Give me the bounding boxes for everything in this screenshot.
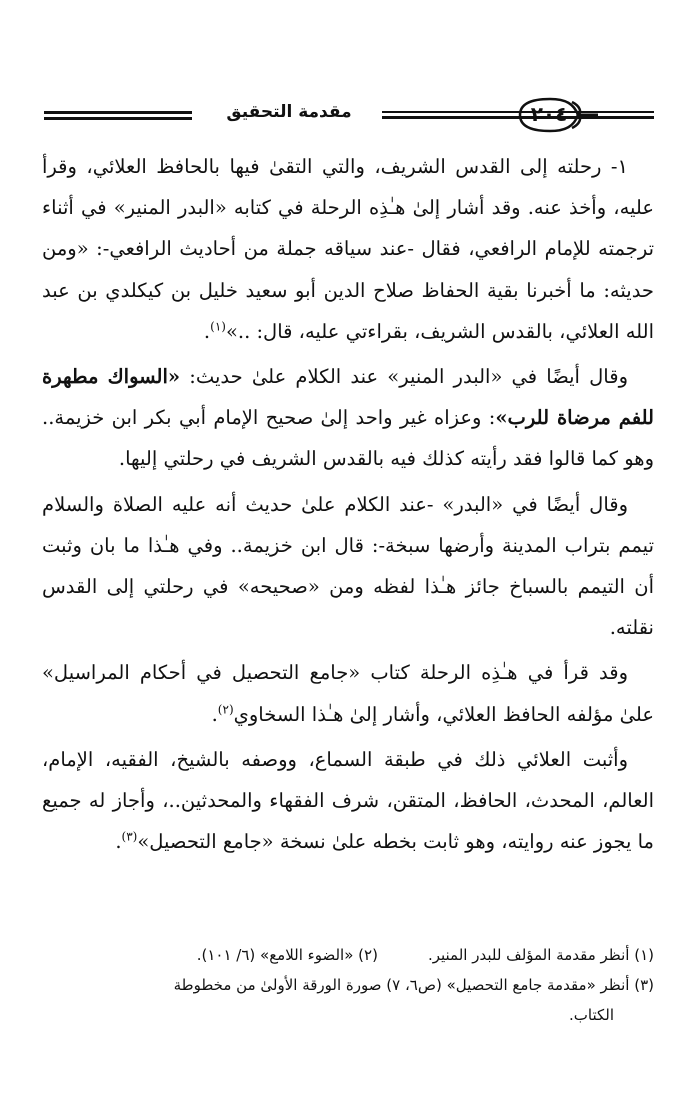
paragraph-2: [42, 356, 654, 480]
p2-line3: بكر ابن خزيمة.. وهو كما قالوا فقد رأيته كذلك فيه بالقدس الشريف: [42, 406, 654, 471]
p2-line1: وقال أيضًا في «البدر المنير» عند الكلام علىٰ حديث:: [180, 365, 628, 389]
main-text: [42, 146, 654, 862]
p5-line3: والمحدثين..، وأجاز له جميع ما يجوز عنه روايته، وهو ثابت بخطه: [42, 789, 654, 854]
p1-line1: ١- رحلته إلى القدس الشريف، والتي التقىٰ فيها بالحافظ العلائي،: [86, 155, 628, 178]
footnotes: [42, 940, 654, 1030]
footnote-3: [42, 970, 654, 1030]
p5-line1: وأثبت العلائي ذلك في طبقة السماع، ووصفه بالشيخ، الفقيه،: [104, 747, 628, 771]
p2-line2-rest: : وعزاه غير واحد إلىٰ صحيح الإمام أبي: [178, 406, 496, 430]
p4-line1: وقد قرأ في هـٰذِه الرحلة كتاب «جامع التحصيل في أحكام: [139, 661, 628, 685]
paragraph-3: [42, 484, 654, 649]
footnotes-row-1: [42, 940, 654, 970]
p1-line6: بقراءتي عليه، قال: ..»: [225, 319, 408, 343]
paragraph-5: [42, 739, 654, 863]
p3-line2: والسلام تيمم بتراب المدينة وأرضها سبخة-: قال ابن خزيمة.. وفي: [42, 492, 654, 557]
footnote-ref-2: (٢): [217, 702, 234, 717]
footnote-ref-3: (٣): [121, 829, 138, 844]
page-number-badge: [514, 96, 598, 134]
page-header: [44, 96, 654, 140]
footnote-3-line2: الكتاب.: [568, 1006, 614, 1024]
p4-end: .: [211, 702, 218, 726]
p4-line2: المراسيل» علىٰ مؤلفه الحافظ العلائي، وأشار إلىٰ هـٰذا السخاوي: [42, 661, 654, 726]
p2-line4: في رحلتي إليها.: [118, 447, 246, 471]
paragraph-1: ١- رحلته إلى القدس الشريف، والتي التقىٰ فيها بالحافظ العلائي، وقرأ عليه، وأخذ عنه. وقد أشار إلىٰ هـٰذِه الرحلة في كتابه «البدر المنير» في أثناء ترجمته للإمام الرافعي، فقال -عند سياقه جملة من أحاديث الرافعي-: «ومن حديثه: ما أخبرنا بقية الحفاظ صلاح الدين أبو سعيد خليل بن كيكلدي بن عبد الله العلائي، بالقدس الشريف، بقراءتي عليه، قال: ..»$^{(١)}$.: [42, 155, 655, 343]
header-section-title: مقدمة التحقيق: [226, 102, 352, 122]
page-number: ٢٠٤: [530, 102, 568, 126]
p3-line4: في رحلتي إلى القدس نقلته.: [42, 575, 654, 640]
p3-line3: هـٰذا ما بان وثبت أن التيمم بالسباخ جائز هـٰذا لفظه ومن «صحيحه»: [42, 533, 655, 599]
p5-line2: الإمام، العالم، المحدث، الحافظ، المتقن، شرف الفقهاء: [42, 747, 654, 813]
p5-line4: علىٰ نسخة «جامع التحصيل»: [137, 830, 367, 854]
p3-line1: وقال أيضًا في «البدر» -عند الكلام علىٰ حديث أنه عليه الصلاة: [112, 492, 629, 516]
footnote-2: (٢) «الضوء اللامع» (٦/ ١٠١).: [196, 946, 378, 964]
footnote-ref-1: (١): [210, 319, 226, 334]
p1-line5: سعيد خليل بن كيكلدي بن عبد الله العلائي، بالقدس الشريف،: [42, 278, 654, 343]
header-rule-left: [44, 111, 192, 121]
p2-hadith-bold-1: «السواك: [107, 365, 181, 389]
footnote-3-line1: (٣) أنظر «مقدمة جامع التحصيل» (ص٦، ٧) صورة الورقة الأولىٰ من مخطوطة: [173, 976, 654, 994]
p2-hadith-bold-2: مطهرة للفم مرضاة للرب»: [42, 365, 655, 430]
p5-end: .: [115, 830, 122, 854]
footnote-1: (١) أنظر مقدمة المؤلف للبدر المنير.: [427, 946, 654, 964]
p1-line3: في أثناء ترجمته للإمام الرافعي، فقال -عند سياقه جملة من أحاديث: [42, 196, 655, 261]
paragraph-4: [42, 652, 654, 734]
p1-line2: وقرأ عليه، وأخذ عنه. وقد أشار إلىٰ هـٰذِه الرحلة في كتابه «البدر المنير»: [42, 155, 655, 220]
p1-line4: الرافعي-: «ومن حديثه: ما أخبرنا بقية الحفاظ صلاح الدين أبو: [42, 237, 654, 302]
